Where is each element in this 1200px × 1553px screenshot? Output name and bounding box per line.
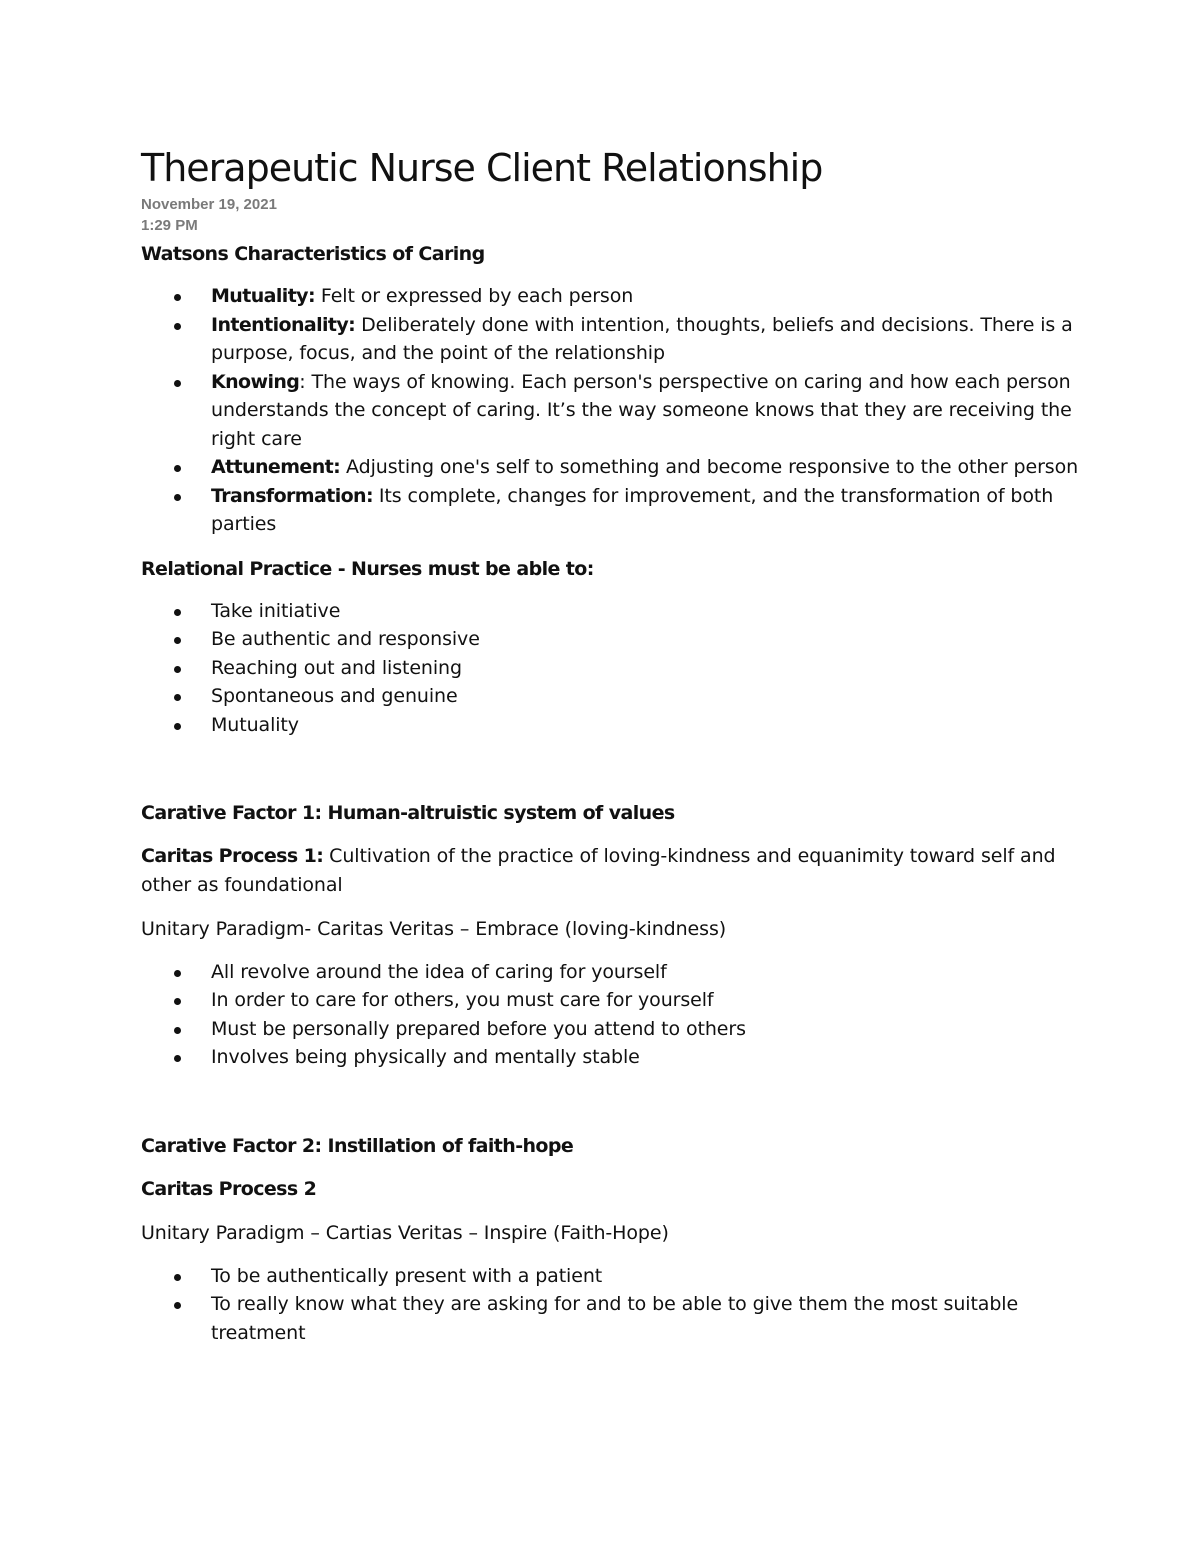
list-item [141, 482, 1081, 539]
list-item [141, 1015, 1081, 1044]
bullet-icon [174, 998, 181, 1005]
bullet-icon [174, 694, 181, 701]
bullet-icon [174, 494, 181, 501]
list-item [141, 1043, 1081, 1072]
watson-list [141, 282, 1081, 539]
list-item [141, 682, 1081, 711]
list-item [141, 1290, 1081, 1347]
note-date: November 19, 2021 [141, 196, 277, 213]
list-item [141, 654, 1081, 683]
factor2-process [141, 1175, 1081, 1204]
factor1-section [141, 799, 1081, 1072]
item-text: To really know what they are asking for and to be able to give them the most suitable treatment [211, 1293, 1019, 1344]
process-text: Cultivation of the practice of loving-kindness and equanimity toward self and other as foundational [141, 845, 1056, 896]
bullet-icon [174, 1302, 181, 1309]
item-text: Spontaneous and genuine [211, 685, 458, 707]
item-term: Intentionality: [211, 313, 356, 336]
bullet-icon [174, 666, 181, 673]
list-item [141, 368, 1081, 454]
document-page [141, 144, 1081, 1347]
relational-section [141, 555, 1081, 740]
item-term: Knowing [211, 370, 300, 393]
factor2-heading: Carative Factor 2: Instillation of faith-hope [141, 1134, 574, 1157]
bullet-icon [174, 970, 181, 977]
item-text: : The ways of knowing. Each person's perspective on caring and how each person understands the concept of caring. It’s the way someone knows that they are receiving the right care [211, 370, 1072, 450]
process-label: Caritas Process 1: [141, 845, 324, 867]
watson-heading: Watsons Characteristics of Caring [141, 243, 485, 265]
list-item [141, 597, 1081, 626]
list-item [141, 282, 1081, 311]
item-text: Be authentic and responsive [211, 628, 480, 650]
list-item [141, 958, 1081, 987]
bullet-icon [174, 380, 181, 387]
bullet-icon [174, 723, 181, 730]
item-text: Mutuality [211, 713, 299, 736]
factor2-paradigm: Unitary Paradigm – Cartias Veritas – Inspire (Faith-Hope) [141, 1222, 669, 1244]
bullet-icon [174, 294, 181, 301]
bullet-icon [174, 1274, 181, 1281]
item-text: Reaching out and listening [211, 656, 462, 679]
list-item [141, 625, 1081, 654]
list-item [141, 453, 1081, 482]
item-term: Transformation: [211, 484, 373, 507]
watson-section [141, 240, 1081, 539]
list-item [141, 711, 1081, 740]
factor1-heading: Carative Factor 1: Human-altruistic system of values [141, 802, 675, 824]
item-text: Involves being physically and mentally stable [211, 1046, 640, 1068]
relational-list [141, 597, 1081, 740]
item-text: Adjusting one's self to something and become responsive to the other person [340, 456, 1079, 478]
factor1-list [141, 958, 1081, 1072]
item-term: Attunement: [211, 456, 341, 478]
bullet-icon [174, 323, 181, 330]
process-label: Caritas Process 2 [141, 1177, 317, 1200]
bullet-icon [174, 465, 181, 472]
factor2-list [141, 1262, 1081, 1348]
note-time: 1:29 PM [141, 217, 198, 234]
list-item [141, 1262, 1081, 1291]
item-text: In order to care for others, you must care for yourself [211, 989, 714, 1011]
item-text: All revolve around the idea of caring for yourself [211, 960, 667, 983]
item-text: Its complete, changes for improvement, and the transformation of both parties [211, 484, 1054, 535]
factor1-paradigm: Unitary Paradigm- Caritas Veritas – Embrace (loving-kindness) [141, 918, 727, 940]
relational-heading: Relational Practice - Nurses must be able to: [141, 557, 594, 580]
item-term: Mutuality: [211, 285, 315, 307]
list-item [141, 986, 1081, 1015]
item-text: Take initiative [211, 599, 341, 622]
factor1-process [141, 842, 1081, 899]
item-text: Must be personally prepared before you attend to others [211, 1017, 746, 1040]
list-item [141, 311, 1081, 368]
bullet-icon [174, 1055, 181, 1062]
item-text: Felt or expressed by each person [314, 285, 634, 307]
bullet-icon [174, 637, 181, 644]
item-text: Deliberately done with intention, thoughts, beliefs and decisions. There is a purpose, focus, and the point of the relationship [211, 313, 1073, 364]
bullet-icon [174, 1027, 181, 1034]
item-text: To be authentically present with a patient [211, 1264, 603, 1287]
bullet-icon [174, 609, 181, 616]
page-title: Therapeutic Nurse Client Relationship [141, 146, 823, 190]
factor2-section [141, 1132, 1081, 1348]
